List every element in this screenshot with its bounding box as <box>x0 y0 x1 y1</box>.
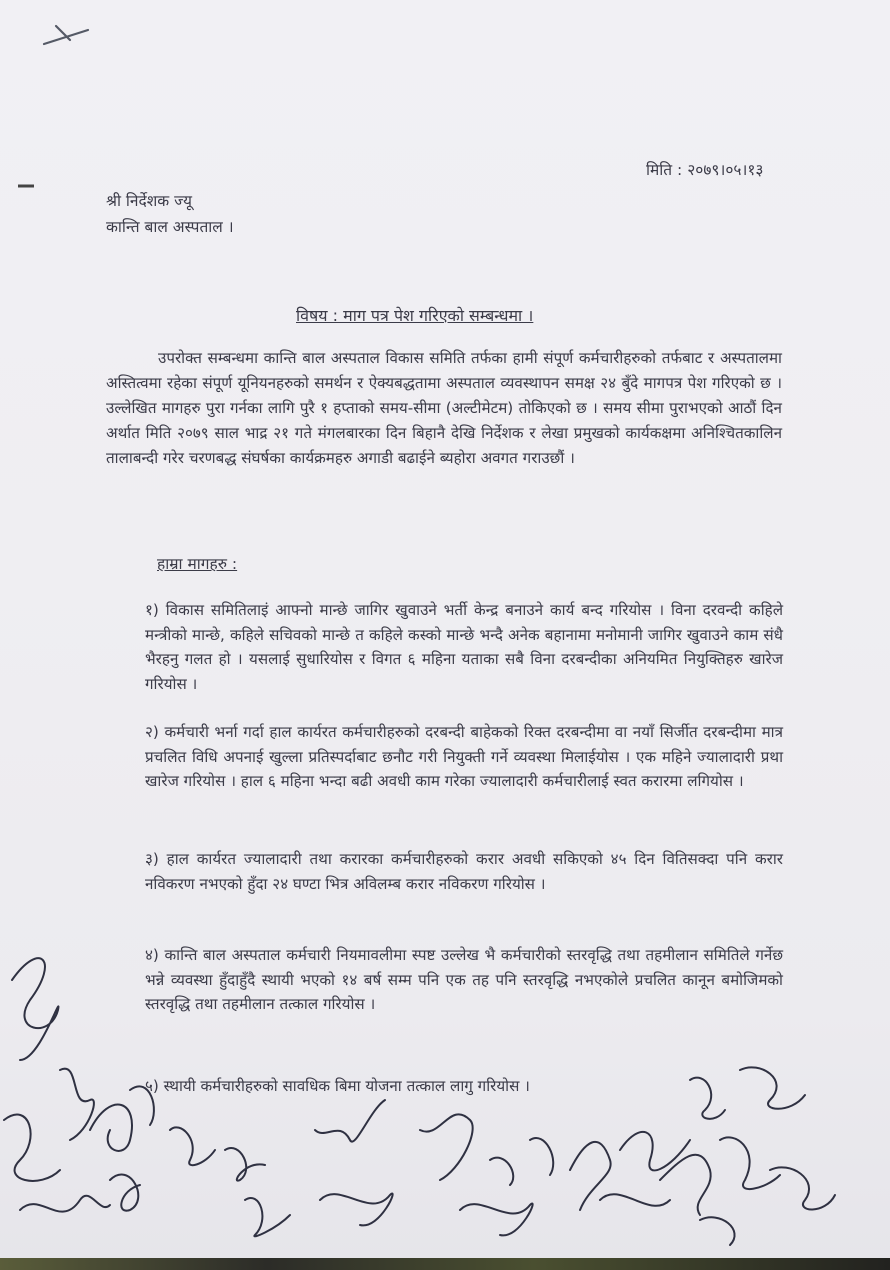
date-line: मिति : २०७९।०५।१३ <box>646 161 764 179</box>
intro-paragraph: उपरोक्त सम्बन्धमा कान्ति बाल अस्पताल विकास समिति तर्फका हामी संपूर्ण कर्मचारीहरुको तर्फबाट र अस्पतालमा अस्तित्वमा रहेका संपूर्ण यूनियनहरुको समर्थन र ऐक्यबद्धतामा अस्पताल व्यवस्थापन समक्ष २४ बुँदे मागपत्र पेश गरिएको छ । उल्लेखित मागहरु पुरा गर्नका लागि पुरै १ हप्ताको समय-सीमा (अल्टीमेटम) तोकिएको छ । समय सीमा पुराभएको आठौं दिन अर्थात मिति २०७९ साल भाद्र २१ गते मंगलबारका दिन बिहानै देखि निर्देशक र लेखा प्रमुखको कार्यकक्षमा अनिश्चितकालिन तालाबन्दी गरेर चरणबद्ध संघर्षका कार्यक्रमहरु अगाडी बढाईने ब्यहोरा अवगत गराउछौं । <box>106 349 782 467</box>
demand-item: ३) हाल कार्यरत ज्यालादारी तथा करारका कर्मचारीहरुको करार अवधी सकिएको ४५ दिन वितिसक्दा पनि करार नविकरण नभएको हुँदा २४ घण्टा भित्र अविलम्ब करार नविकरण गरियोस । <box>145 850 783 893</box>
demand-item: ४) कान्ति बाल अस्पताल कर्मचारी नियमावलीमा स्पष्ट उल्लेख भै कर्मचारीको स्तरवृद्धि तथा तहमीलान समितिले गर्नेछ भन्ने व्यवस्था हुँदाहुँदै स्थायी भएको १४ बर्ष सम्म पनि एक तह पनि स्तरवृद्धि नभएकोले प्रचलित कानून बमोजिमको स्तरवृद्धि तथा तहमीलान तत्काल गरियोस । <box>145 946 783 1013</box>
demand-item: १) विकास समितिलाइं आफ्नो मान्छे जागिर खुवाउने भर्ती केन्द्र बनाउने कार्य बन्द गरियोस । विना दरवन्दी कहिले मन्त्रीको मान्छे, कहिले सचिवको मान्छे त कहिले कस्को मान्छे भन्दै अनेक बहानामा मनोमानी जागिर खुवाउने काम संधै भैरहनु गलत हो । यसलाई सुधारियोस र विगत ६ महिना यताका सबै विना दरबन्दीका अनियमित नियुक्तिहरु खारेज गरियोस । <box>145 601 783 693</box>
addressee-block <box>106 188 234 240</box>
demand-item: २) कर्मचारी भर्ना गर्दा हाल कार्यरत कर्मचारीहरुको दरबन्दी बाहेकको रिक्त दरबन्दीमा वा नयाँ सिर्जीत दरबन्दीमा मात्र प्रचलित विधि अपनाई खुल्ला प्रतिस्पर्दाबाट छनौट गरी नियुक्ती गर्ने व्यवस्था मिलाईयोस । एक महिने ज्यालादारी प्रथा खारेज गरियोस । हाल ६ महिना भन्दा बढी अवधी काम गरेका ज्यालादारी कर्मचारीलाई स्वत करारमा लगियोस । <box>145 723 783 790</box>
addressee-organization: कान्ति बाल अस्पताल । <box>106 218 234 236</box>
subject-line: विषय : माग पत्र पेश गरिएको सम्बन्धमा । <box>296 306 534 325</box>
addressee-title: श्री निर्देशक ज्यू <box>106 192 192 210</box>
pen-tick-mark <box>44 26 88 44</box>
desk-surface-edge <box>0 1258 890 1270</box>
demand-item: ५) स्थायी कर्मचारीहरुको सावधिक बिमा योजना तत्काल लागु गरियोस । <box>145 1077 530 1095</box>
demands-heading: हाम्रा मागहरु : <box>157 555 238 573</box>
